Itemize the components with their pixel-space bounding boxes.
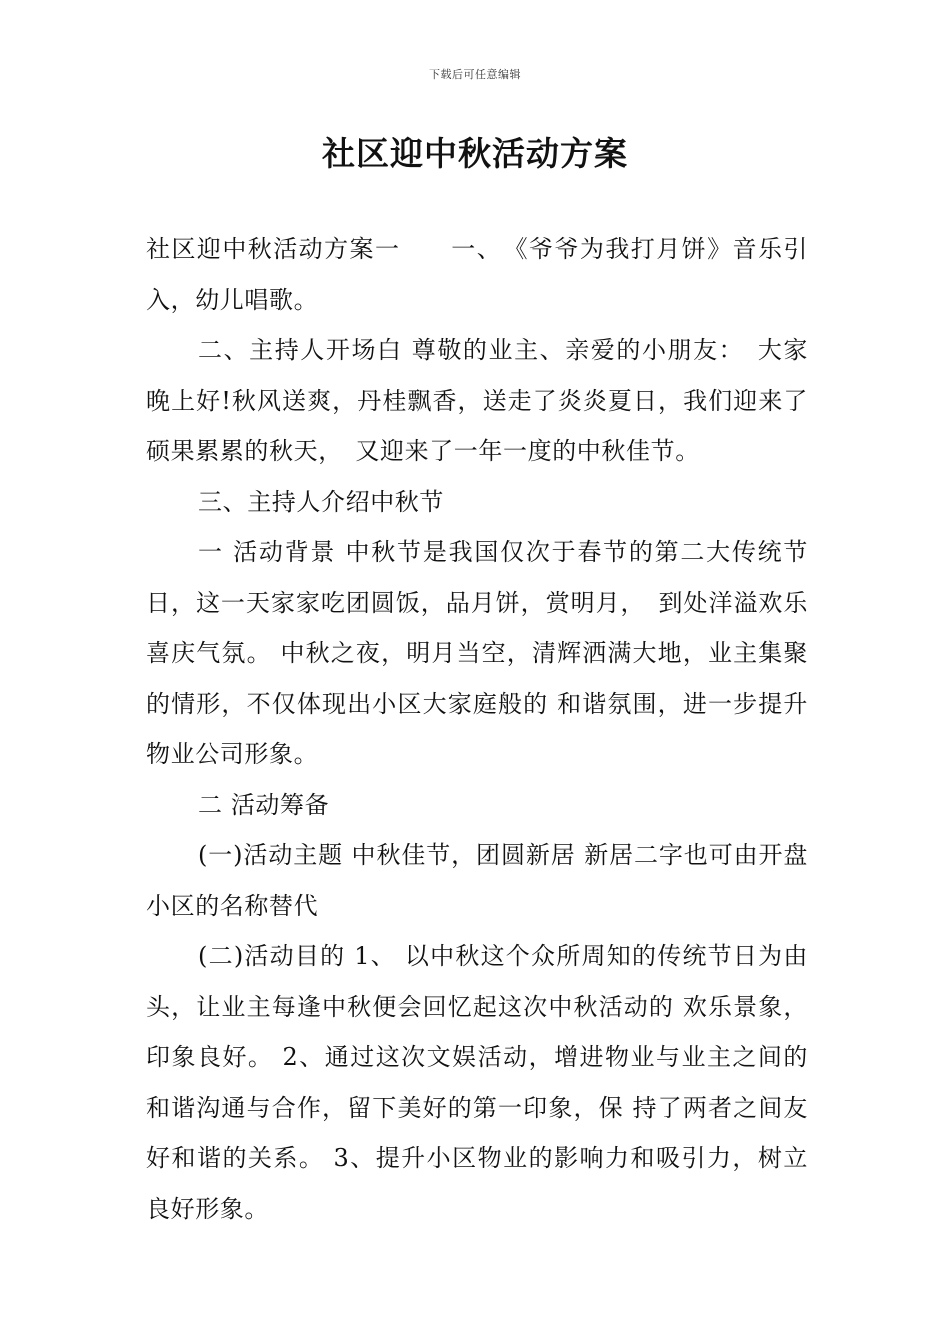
paragraph-background: 一 活动背景 中秋节是我国仅次于春节的第二大传统节日，这一天家家吃团圆饭，品月饼，赏明月， 到处洋溢欢乐喜庆气氛。 中秋之夜，明月当空，清辉洒满大地，业主集聚的情形，不仅体现出小区大家庭般的 和谐氛围，进一步提升物业公司形象。 bbox=[146, 538, 808, 768]
paragraph-section-three: 三、主持人介绍中秋节 bbox=[198, 487, 444, 516]
document-title: 社区迎中秋活动方案 bbox=[322, 134, 628, 173]
paragraph-theme: (一)活动主题 中秋佳节，团圆新居 新居二字也可由开盘小区的名称替代 bbox=[146, 841, 808, 920]
paragraph-preparation-heading: 二 活动筹备 bbox=[198, 790, 330, 819]
paragraph-opening-speech: 二、主持人开场白 尊敬的业主、亲爱的小朋友： 大家晚上好!秋风送爽，丹桂飘香，送走了炎炎夏日，我们迎来了硕果累累的秋天， 又迎来了一年一度的中秋佳节。 bbox=[146, 336, 808, 465]
paragraph-intro: 社区迎中秋活动方案一 一、 《爷爷为我打月饼》音乐引入，幼儿唱歌。 bbox=[146, 235, 808, 314]
header-note: 下载后可任意编辑 bbox=[429, 68, 521, 81]
paragraph-purpose: (二)活动目的 1、 以中秋这个众所周知的传统节日为由头，让业主每逢中秋便会回忆起这次中秋活动的 欢乐景象，印象良好。 2、通过这次文娱活动，增进物业与业主之间的和谐沟通与合作，留下美好的第一印象，保 持了两者之间友好和谐的关系。 3、提升小区物业的影响力和吸引力，树立良好形象。 bbox=[146, 942, 808, 1223]
document-body bbox=[146, 224, 808, 1234]
